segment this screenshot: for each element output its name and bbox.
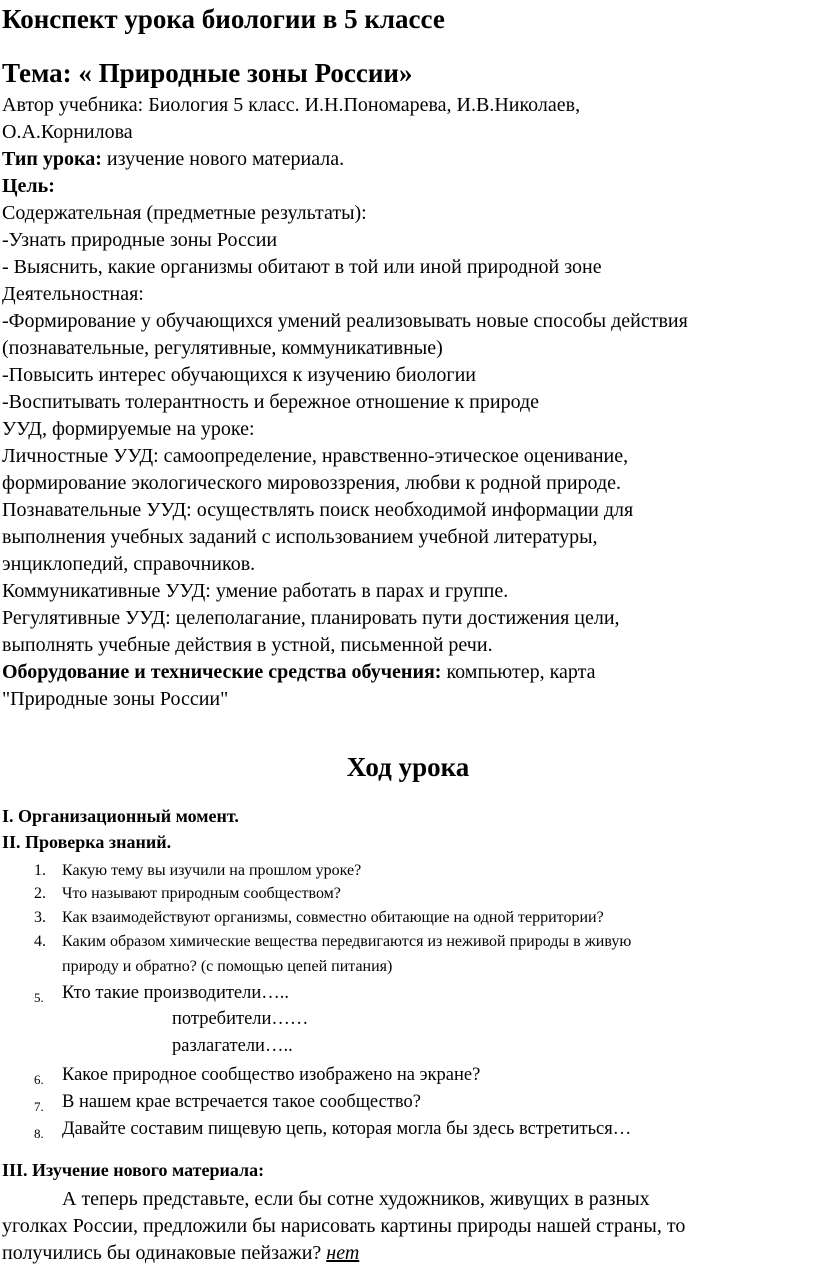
list-text: Кто такие производители…..	[62, 983, 290, 1003]
document-title: Конспект урока биологии в 5 классе	[2, 4, 445, 34]
paragraph-line: получились бы одинаковые пейзажи?	[2, 1242, 327, 1264]
paragraph-line: уголках России, предложили бы нарисовать картины природы нашей страны, то	[2, 1215, 686, 1237]
list-text: Каким образом химические вещества передвигаются из неживой природы в живую	[62, 933, 632, 950]
list-text: Давайте составим пищевую цепь, которая могла бы здесь встретиться…	[62, 1119, 632, 1139]
list-number: 4.	[34, 933, 46, 950]
goal-line: -Узнать природные зоны России	[2, 229, 278, 251]
list-number: 1.	[34, 862, 46, 879]
list-number: 5.	[34, 990, 44, 1005]
uud-line: формирование экологического мировоззрения, любви к родной природе.	[2, 472, 622, 494]
list-number: 7.	[34, 1099, 44, 1114]
goal-line: Содержательная (предметные результаты):	[2, 202, 367, 224]
paragraph-line: А теперь представьте, если бы сотне художников, живущих в разных	[62, 1188, 650, 1210]
goal-line: Деятельностная:	[2, 283, 144, 305]
list-text: В нашем крае встречается такое сообщество?	[62, 1092, 421, 1112]
list-text: Как взаимодействуют организмы, совместно обитающие на одной территории?	[62, 909, 604, 926]
uud-line: УУД, формируемые на уроке:	[2, 418, 255, 440]
lesson-info	[2, 92, 814, 713]
paragraph-answer: нет	[326, 1242, 360, 1264]
list-number: 3.	[34, 909, 46, 926]
list-subitem: потребители……	[172, 1009, 309, 1029]
uud-line: Личностные УУД: самоопределение, нравственно-этическое оценивание,	[2, 445, 629, 467]
goal-line: -Повысить интерес обучающихся к изучению биологии	[2, 364, 476, 386]
uud-line: Коммуникативные УУД: умение работать в парах и группе.	[2, 580, 509, 602]
course-heading: Ход урока	[346, 752, 470, 782]
goal-line: - Выяснить, какие организмы обитают в той или иной природной зоне	[2, 256, 602, 278]
list-number: 2.	[34, 885, 46, 902]
equipment-line: "Природные зоны России"	[2, 688, 229, 710]
goal-label: Цель:	[2, 175, 55, 197]
lesson-topic: Тема: « Природные зоны России»	[2, 58, 413, 88]
list-text: Какую тему вы изучили на прошлом уроке?	[62, 862, 362, 879]
section-heading: I. Организационный момент.	[2, 806, 239, 826]
uud-line: Регулятивные УУД: целеполагание, планировать пути достижения цели,	[2, 607, 620, 629]
author-line: О.А.Корнилова	[2, 121, 133, 143]
paragraph	[2, 1186, 814, 1267]
equipment-label: Оборудование и технические средства обучения:	[2, 661, 442, 683]
equipment-value: компьютер, карта	[441, 661, 596, 683]
goal-line: (познавательные, регулятивные, коммуникативные)	[2, 337, 443, 359]
list-text: Что называют природным сообществом?	[62, 885, 341, 902]
list-number: 8.	[34, 1126, 44, 1141]
uud-line: выполнять учебные действия в устной, письменной речи.	[2, 634, 493, 656]
uud-line: энциклопедий, справочников.	[2, 553, 256, 575]
list-text: природу и обратно? (с помощью цепей питания)	[62, 958, 393, 975]
lesson-type-label: Тип урока:	[2, 148, 102, 170]
goal-line: -Формирование у обучающихся умений реализовывать новые способы действия	[2, 310, 688, 332]
list-subitem: разлагатели…..	[172, 1036, 293, 1056]
lesson-type-value: изучение нового материала.	[101, 148, 345, 170]
uud-line: выполнения учебных заданий с использованием учебной литературы,	[2, 526, 598, 548]
goal-line: -Воспитывать толерантность и бережное отношение к природе	[2, 391, 540, 413]
section-heading: II. Проверка знаний.	[2, 832, 172, 852]
list-number: 6.	[34, 1072, 44, 1087]
list-text: Какое природное сообщество изображено на экране?	[62, 1065, 481, 1085]
lesson-type	[2, 146, 814, 173]
uud-line: Познавательные УУД: осуществлять поиск необходимой информации для	[2, 499, 634, 521]
equipment	[2, 659, 814, 686]
section-heading: III. Изучение нового материала:	[2, 1160, 265, 1180]
author-line: Автор учебника: Биология 5 класс. И.Н.Пономарева, И.В.Николаев,	[2, 94, 581, 116]
